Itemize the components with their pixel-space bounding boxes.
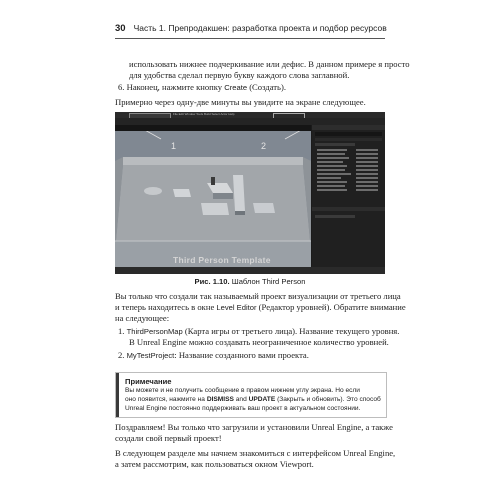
intro-line-2: для удобства сделал первую букву каждого слова заглавной.	[129, 70, 350, 80]
arrow-1	[143, 131, 161, 139]
step-6-text-before: Наконец, нажмите кнопку	[126, 82, 225, 92]
para4-line-2: а затем рассмотрим, как пользоваться окном Viewport.	[115, 459, 314, 469]
callout-2: 2	[261, 141, 267, 151]
note-title: Примечание	[125, 377, 172, 386]
arrow-2	[285, 131, 303, 139]
para2-line-2: и теперь находитесь в окне Level Editor (Редактор уровней). Обратите внимание	[115, 302, 406, 312]
editor-toolbar	[115, 118, 385, 125]
step-6-number: 6.	[118, 82, 125, 92]
para3-line-1: Поздравляем! Вы только что загрузили и установили Unreal Engine, а также	[115, 422, 393, 432]
intro-line-1: использовать нижнее подчеркивание или дефис. В данном примере я просто	[129, 59, 410, 69]
list-item-2-term: MyTestProject	[126, 351, 175, 360]
running-header	[115, 23, 385, 37]
back-wall	[123, 157, 303, 165]
template-overlay-text: Third Person Template	[173, 255, 271, 265]
level-editor-term: Level Editor	[216, 303, 257, 312]
block-right	[253, 203, 275, 213]
para4-line-1: В следующем разделе мы начнем знакомиться с интерфейсом Unreal Engine,	[115, 448, 396, 458]
editor-status-bar	[115, 267, 385, 274]
header-rule	[115, 38, 385, 39]
character	[211, 177, 215, 185]
update-term: UPDATE	[248, 396, 276, 403]
viewport	[115, 131, 311, 267]
page-number: 30	[115, 23, 126, 34]
para2-line-3: на следующее:	[115, 313, 170, 323]
list-item-1-term: ThirdPersonMap	[126, 327, 183, 336]
para3-line-2: создали свой первый проект!	[115, 433, 222, 443]
note-line-3: Unreal Engine постоянно поддерживать ваш проект в актуальном состоянии.	[125, 405, 361, 412]
note-line-2: оно появится, нажмите на DISMISS and UPDATE (Закрыть и обновить). Это способ	[125, 396, 381, 403]
figure-caption	[115, 277, 385, 286]
figure-caption-text: Шаблон Third Person	[229, 277, 306, 286]
chapter-title: Часть 1. Препродакшен: разработка проекта и подбор ресурсов	[133, 23, 387, 33]
dismiss-term: DISMISS	[206, 396, 234, 403]
unreal-editor-screenshot	[115, 112, 385, 274]
list-item-1: 1. ThirdPersonMap (Карта игры от третьего лица). Название текущего уровня.	[118, 326, 400, 336]
list-item-1-line-2: В Unreal Engine можно создавать неограниченное количество уровней.	[129, 337, 389, 347]
cylinder	[144, 187, 162, 195]
note-line-1: Вы можете и не получить сообщение в правом нижнем углу экрана. Но если	[125, 387, 360, 394]
note-accent-bar	[116, 373, 119, 417]
callout-1: 1	[171, 141, 177, 151]
list-item-2: 2. MyTestProject: Название созданного вами проекта.	[118, 350, 309, 360]
block-small	[173, 189, 191, 197]
outliner-panel	[312, 125, 385, 267]
note-box	[115, 372, 387, 418]
editor-menu-bar: File Edit Window Tools Build Select Actor Help	[173, 112, 235, 116]
after-steps-paragraph: Примерно через одну-две минуты вы увидите на экране следующее.	[115, 97, 366, 107]
figure-label: Рис. 1.10.	[194, 277, 230, 286]
block-tall	[233, 175, 245, 211]
block-low	[201, 203, 229, 215]
viewport-scene	[115, 131, 311, 267]
step-6-term: Create	[224, 83, 248, 92]
step-6	[118, 82, 286, 93]
para2-line-1: Вы только что создали так называемый проект визуализации от третьего лица	[115, 291, 401, 301]
step-6-text-after: (Создать).	[247, 82, 286, 92]
